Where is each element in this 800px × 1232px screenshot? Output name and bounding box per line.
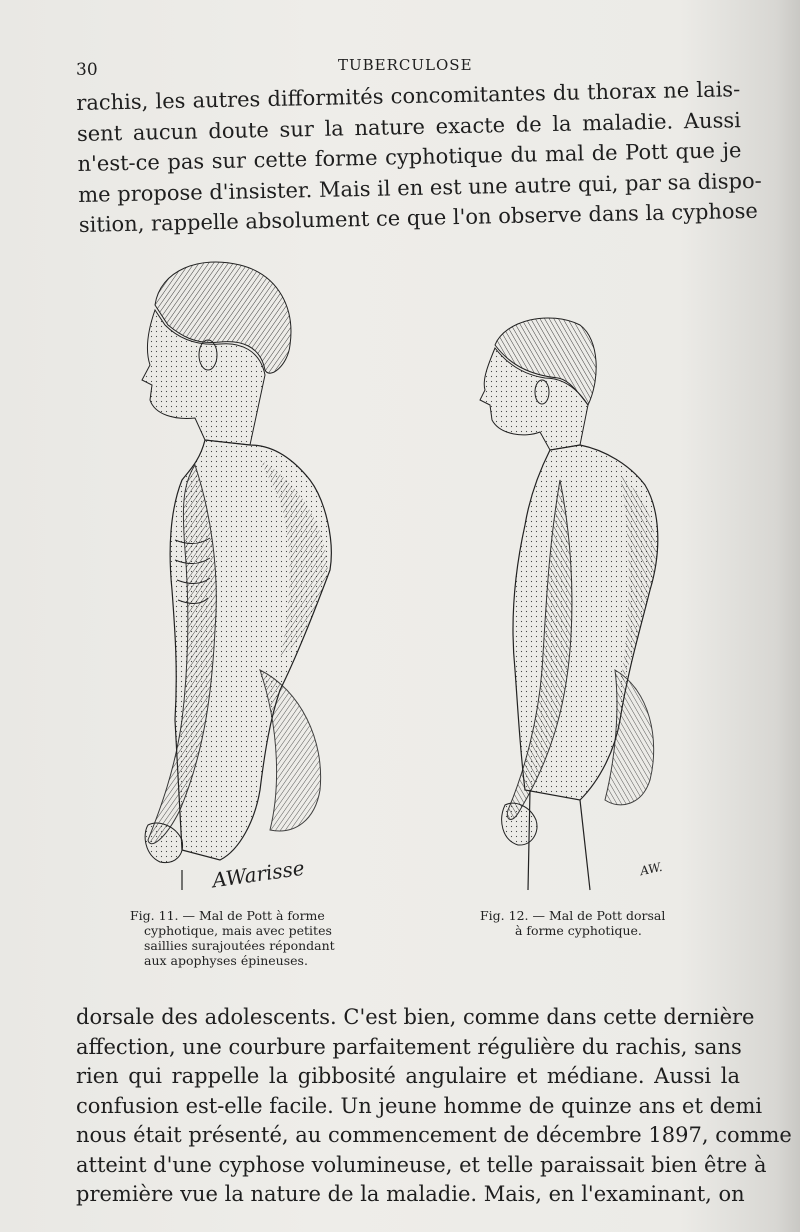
caption-line: cyphotique, mais avec petites — [144, 923, 332, 938]
text-line: confusion est-elle facile. Un jeune homme de quinze ans et demi — [76, 1093, 763, 1118]
figure-11-caption — [130, 908, 390, 968]
figure-12-caption — [480, 908, 720, 938]
text-line: affection, une courbure parfaitement régulière du rachis, sans — [76, 1034, 742, 1059]
caption-line: Fig. 11. — Mal de Pott à forme — [130, 908, 325, 923]
artist-initials: AW. — [638, 859, 664, 879]
text-line: rien qui rappelle la gibbosité angulaire et médiane. Aussi la — [76, 1064, 740, 1088]
page-number: 30 — [76, 60, 98, 80]
text-line: me propose d'insister. Mais il en est une autre qui, par sa dispo- — [77, 168, 762, 207]
text-line: dorsale des adolescents. C'est bien, comme dans cette dernière — [76, 1005, 755, 1029]
text-line: première vue la nature de la maladie. Mais, en l'examinant, on — [76, 1182, 745, 1206]
text-line: sent aucun doute sur la nature exacte de la maladie. Aussi — [76, 107, 742, 146]
bottom-paragraph — [76, 1003, 792, 1210]
text-line: rachis, les autres difformités concomitantes du thorax ne lais- — [76, 77, 741, 115]
text-line: sition, rappelle absolument ce que l'on observe dans la cyphose — [78, 198, 759, 237]
text-line: n'est-ce pas sur cette forme cyphotique du mal de Pott que je — [77, 138, 742, 176]
caption-line: Fig. 12. — Mal de Pott dorsal — [480, 908, 666, 923]
text-line: atteint d'une cyphose volumineuse, et telle paraissait bien être à — [76, 1152, 767, 1177]
caption-line: saillies surajoutées répondant — [144, 938, 335, 953]
caption-line: à forme cyphotique. — [515, 923, 642, 938]
top-paragraph — [76, 74, 762, 240]
running-title: TUBERCULOSE — [338, 56, 473, 74]
artist-signature: AWarisse — [210, 855, 306, 893]
text-line: nous était présenté, au commencement de décembre 1897, comme — [76, 1123, 792, 1147]
figure-11-illustration — [120, 250, 360, 900]
figure-12-illustration — [470, 310, 690, 900]
caption-line: aux apophyses épineuses. — [144, 953, 308, 968]
